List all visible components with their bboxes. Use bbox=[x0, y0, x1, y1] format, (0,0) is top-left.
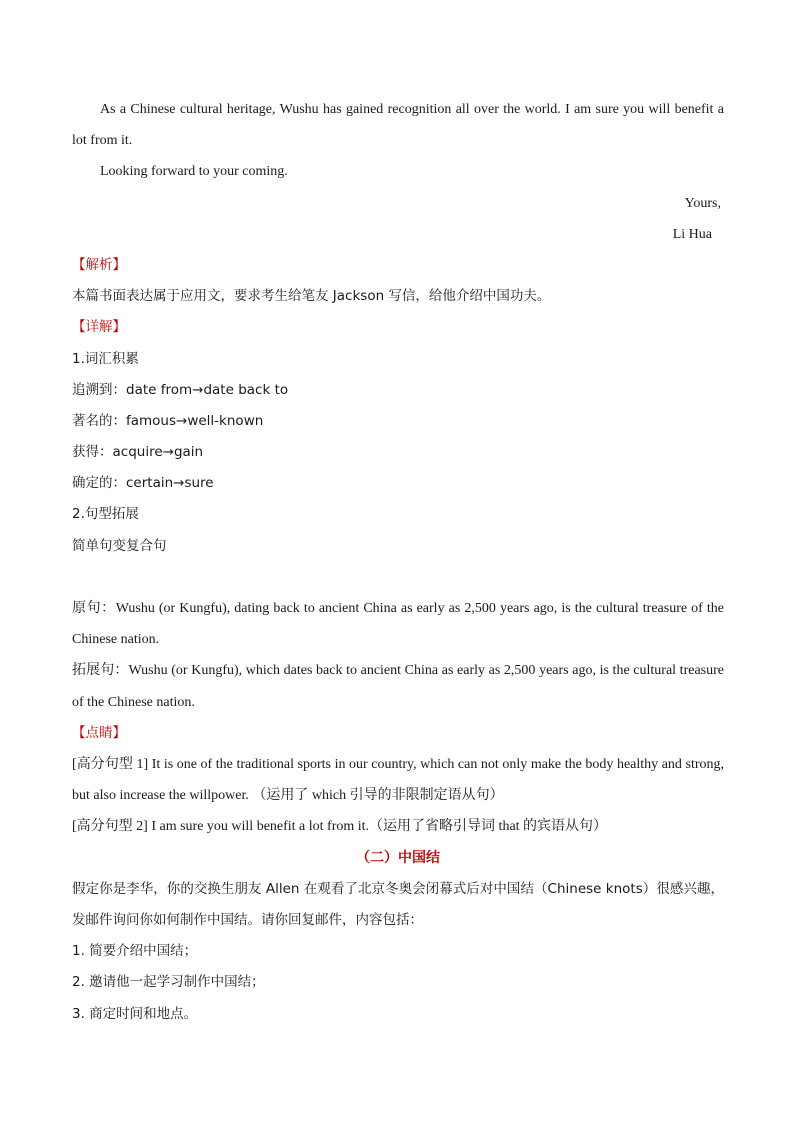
vocab-item: 确定的：certain→sure bbox=[72, 475, 214, 492]
analysis-tag: 【解析】 bbox=[72, 256, 126, 273]
highlights-tag: 【点睛】 bbox=[72, 724, 126, 741]
document-page bbox=[72, 94, 724, 1030]
details-tag: 【详解】 bbox=[72, 319, 126, 336]
prompt-point: 1. 简要介绍中国结； bbox=[72, 943, 198, 960]
original-sentence: 原句：Wushu (or Kungfu), dating back to ancient China as early as 2,500 years ago, is the cultural treasure of the Chinese nation. bbox=[72, 601, 724, 648]
highlight-sentence-1: [高分句型 1] It is one of the traditional sports in our country, which can not only make the body healthy and strong, but also increase the willpower. （运用了 which 引导的非限制定语从句） bbox=[72, 757, 724, 804]
letter-paragraph-2: Looking forward to your coming. bbox=[100, 164, 288, 180]
vocab-item: 著名的：famous→well-known bbox=[72, 412, 264, 429]
letter-signature: Li Hua bbox=[672, 226, 712, 242]
analysis-text: 本篇书面表达属于应用文，要求考生给笔友 Jackson 写信，给他介绍中国功夫。 bbox=[72, 288, 551, 305]
expanded-sentence: 拓展句：Wushu (or Kungfu), which dates back to ancient China as early as 2,500 years ago, is the cultural treasure of the Chinese nation. bbox=[72, 663, 724, 710]
blank-line bbox=[72, 562, 724, 593]
prompt-point: 2. 邀请他一起学习制作中国结； bbox=[72, 974, 265, 991]
prompt-point: 3. 商定时间和地点。 bbox=[72, 1005, 198, 1022]
sentence-subtitle: 简单句变复合句 bbox=[72, 537, 167, 554]
section-prompt: 假定你是李华，你的交换生朋友 Allen 在观看了北京冬奥会闭幕式后对中国结（Chinese knots）很感兴趣，发邮件询问你如何制作中国结。请你回复邮件，内容包括： bbox=[72, 880, 724, 929]
highlight-sentence-2: [高分句型 2] I am sure you will benefit a lot from it.（运用了省略引导词 that 的宾语从句） bbox=[72, 819, 608, 835]
section-heading: （二）中国结 bbox=[356, 849, 440, 866]
vocab-item: 获得：acquire→gain bbox=[72, 444, 204, 461]
sentence-title: 2.句型拓展 bbox=[72, 506, 139, 523]
vocab-title: 1.词汇积累 bbox=[72, 350, 139, 367]
letter-paragraph-1: As a Chinese cultural heritage, Wushu has gained recognition all over the world. I am sure you will benefit a lot from it. bbox=[72, 102, 724, 149]
vocab-item: 追溯到：date from→date back to bbox=[72, 381, 289, 398]
letter-closing: Yours, bbox=[684, 195, 721, 211]
